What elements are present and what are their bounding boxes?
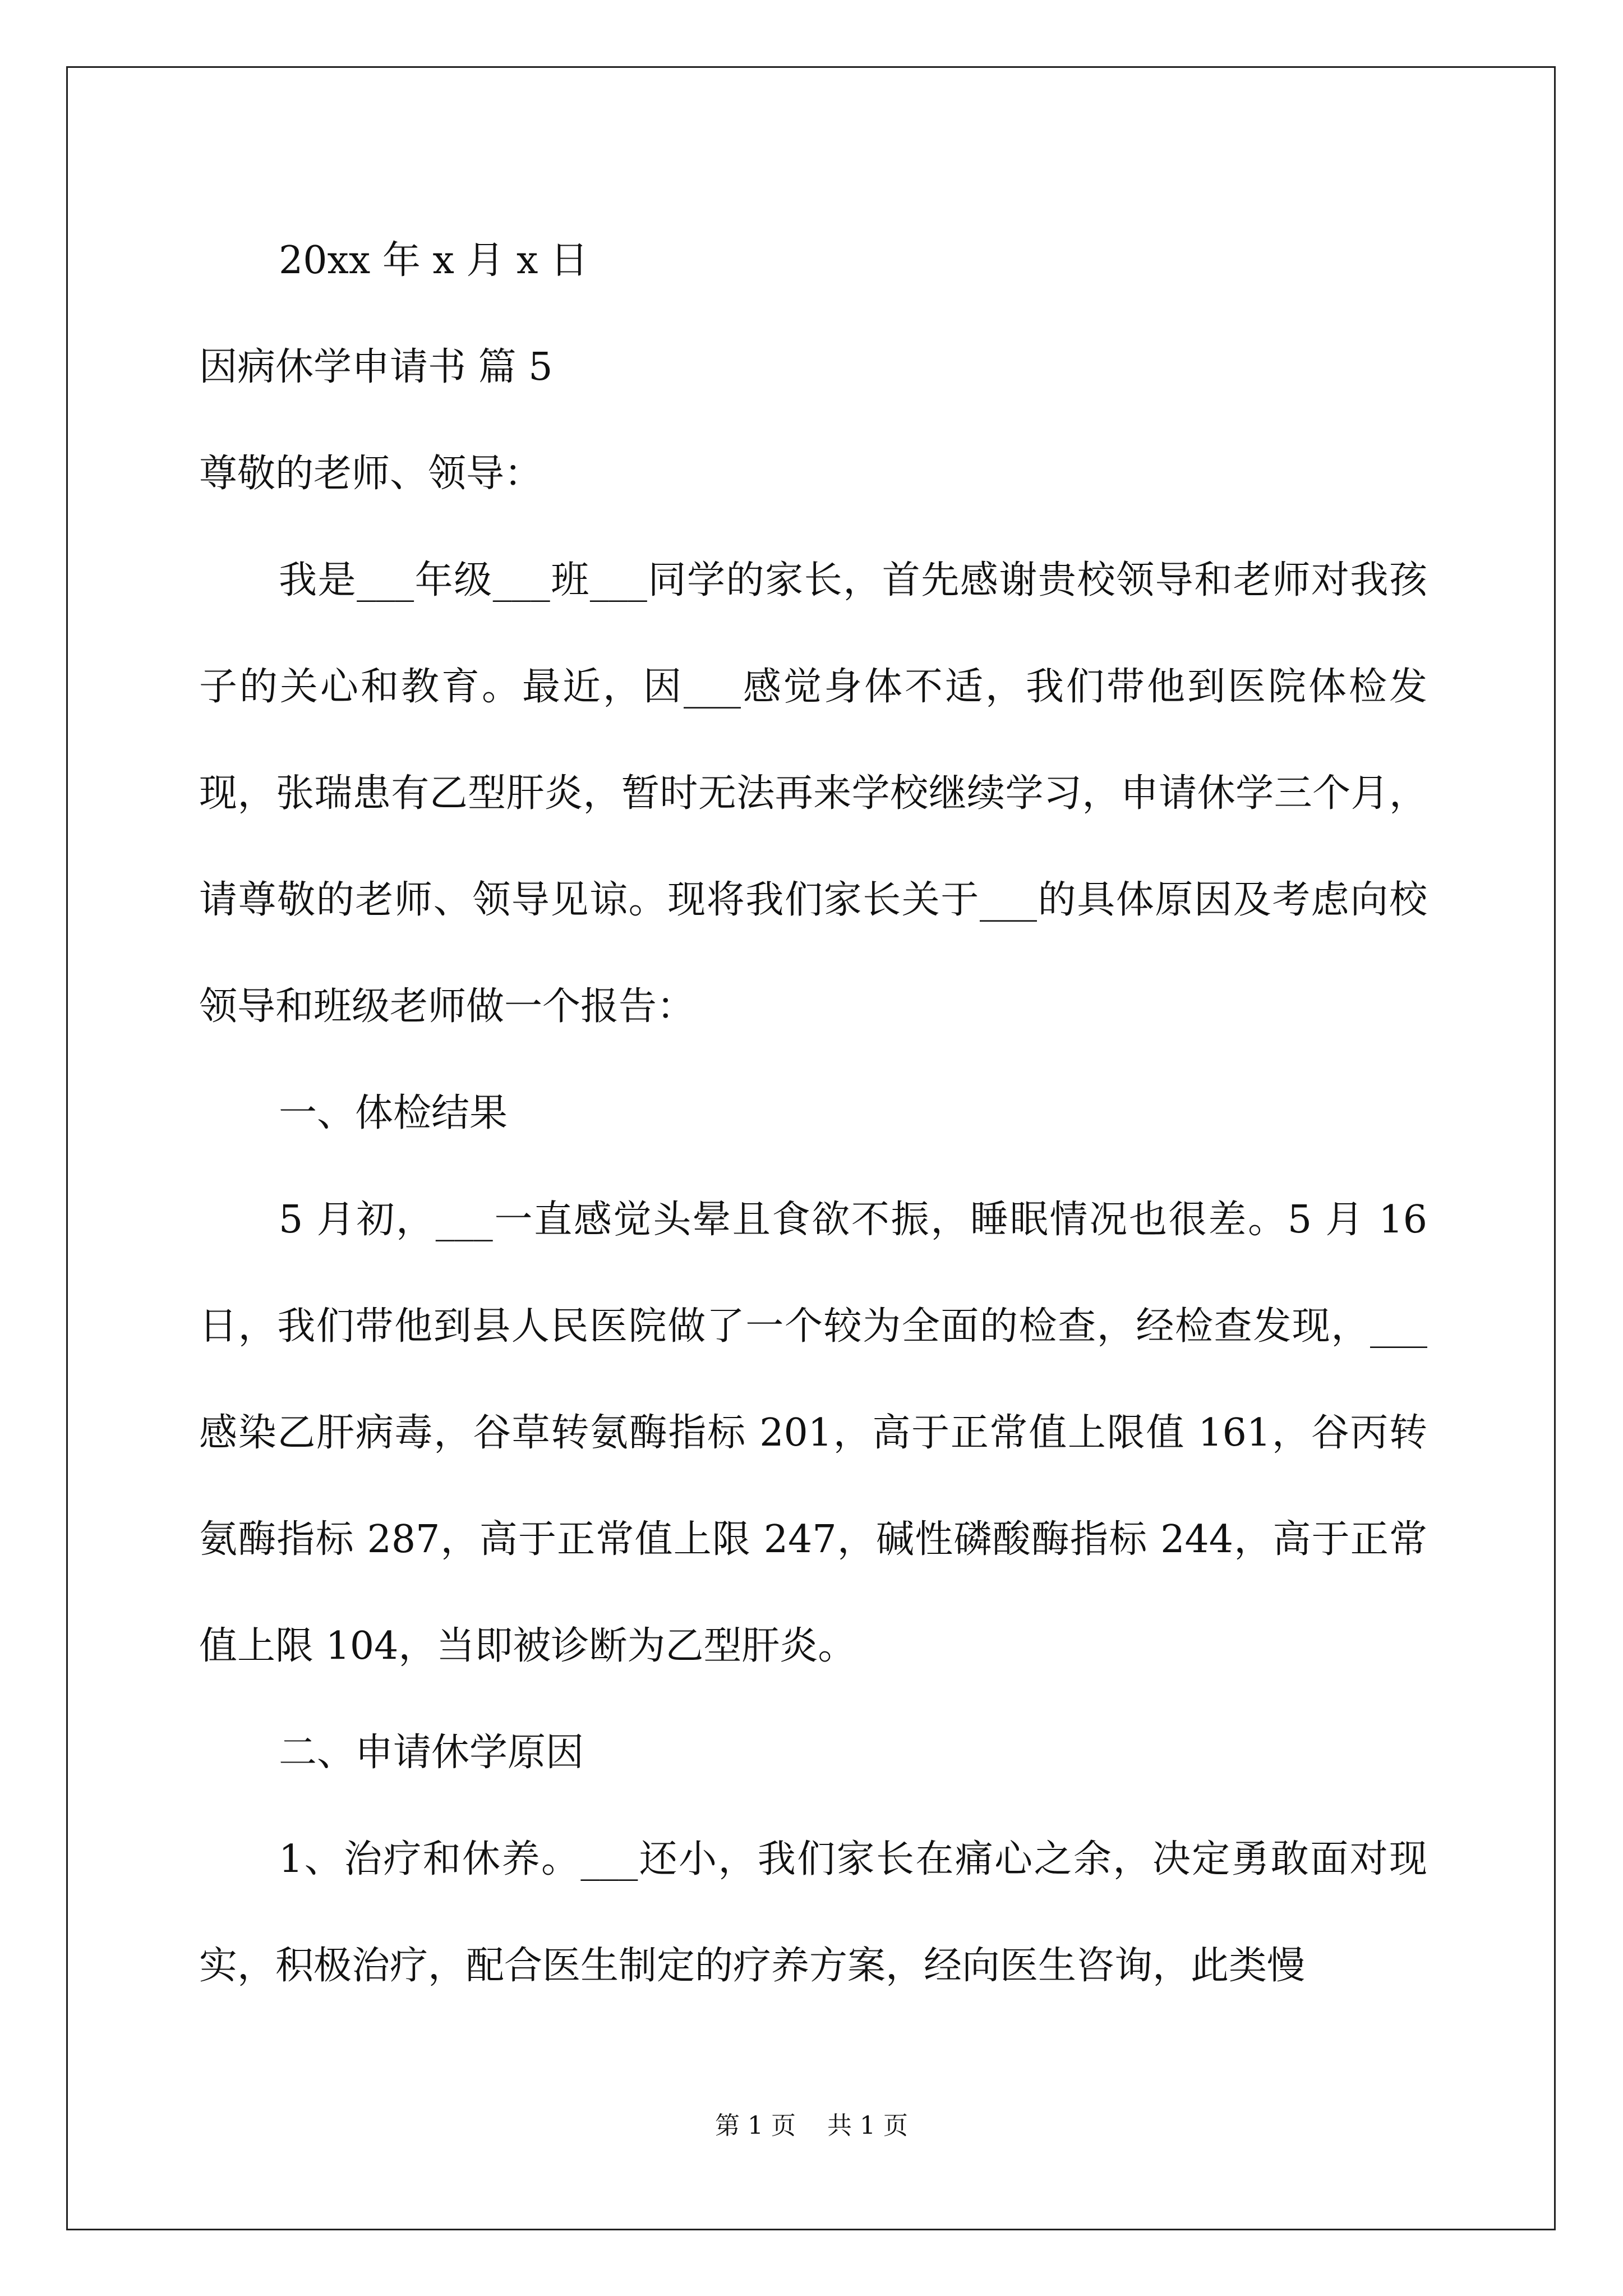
- date-line: 20xx 年 x 月 x 日: [279, 238, 589, 283]
- page-footer: [0, 2109, 1623, 2143]
- paragraph-intro: 我是___年级___班___同学的家长，首先感谢贵校领导和老师对我孩子的关心和教育。最近，因___感觉身体不适，我们带他到医院体检发现，张瑞患有乙型肝炎，暂时无法再来学校继续学习，申请休学三个月，请尊敬的老师、领导见谅。现将我们家长关于___的具体原因及考虑向校领导和班级老师做一个报告：: [199, 558, 1427, 1029]
- section-heading-exam-results: 一、体检结果: [279, 1091, 508, 1135]
- salutation: 尊敬的老师、领导：: [199, 452, 543, 496]
- document-body: [199, 208, 1427, 2019]
- paragraph-treatment: 1、治疗和休养。___还小，我们家长在痛心之余，决定勇敢面对现实，积极治疗，配合医生制定的疗养方案，经向医生咨询，此类慢: [199, 1837, 1427, 1988]
- section-heading-reasons: 二、申请休学原因: [279, 1731, 584, 1775]
- page-total: 共 1 页: [827, 2111, 908, 2140]
- page-number: 第 1 页: [715, 2111, 796, 2140]
- document-title: 因病休学申请书 篇 5: [199, 345, 553, 389]
- paragraph-exam-results: 5 月初，___一直感觉头晕且食欲不振，睡眠情况也很差。5 月 16 日，我们带他到县人民医院做了一个较为全面的检查，经检查发现，___感染乙肝病毒，谷草转氨酶指标 201，高于正常值上限值 161，谷丙转氨酶指标 287，高于正常值上限 247，碱性磷酸酶指标 244，高于正常值上限 104，当即被诊断为乙型肝炎。: [199, 1198, 1427, 1668]
